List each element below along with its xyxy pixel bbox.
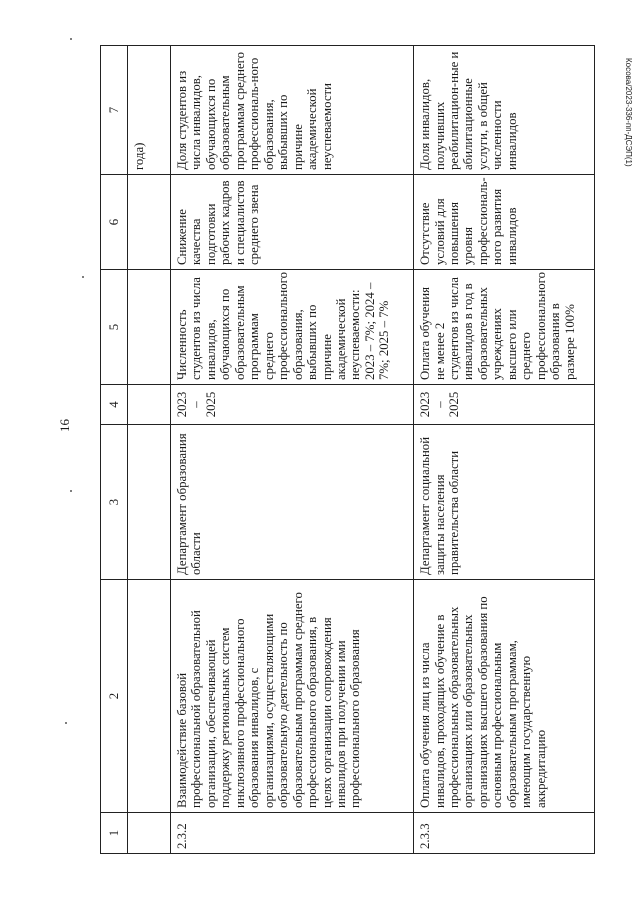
period: 2023 – 2025 (414, 385, 595, 425)
header-col-4: 4 (101, 385, 128, 425)
header-col-7: 7 (101, 46, 128, 175)
header-col-6: 6 (101, 175, 128, 270)
scan-speck (65, 722, 67, 724)
header-col-1: 1 (101, 813, 128, 854)
measure-name: Оплата обучения лиц из числа инвалидов, проходящих обучение в профессиональных образовательных организациях или образовательных организациях высшего образования по основным профессиональным образовательным программам, имеющим государственную аккредитацию (414, 580, 595, 813)
non-implementation-consequences: Снижение качества подготовки рабочих кадров и специалистов среднего звена (171, 175, 414, 270)
page-number: 16 (57, 419, 72, 432)
scan-speck (70, 38, 72, 40)
executor: Департамент социальной защиты населения правительства области (414, 425, 595, 580)
continuation-row (128, 46, 171, 854)
continuation-text: года) (128, 46, 171, 175)
expected-result: Численность студентов из числа инвалидов, обучающихся по образовательным программам среднего профессионального образования, выбывших по причине академической неуспеваемости: 2023 – 7%; 2024 – 7%; 2025 – 7% (171, 270, 414, 385)
header-col-5: 5 (101, 270, 128, 385)
period: 2023 – 2025 (171, 385, 414, 425)
measure-number: 2.3.2 (171, 813, 414, 854)
table-header-row (101, 46, 128, 854)
measure-number: 2.3.3 (414, 813, 595, 854)
document-footer-code: Косова/2023-336-пп-ДСЭП(1) (624, 58, 633, 167)
measure-name: Взаимодействие базовой профессиональной образовательной организации, обеспечивающей поддержку региональных систем инклюзивного профессионального образования инвалидов, с организациями, осуществляющими образовательную деятельность по образовательным программам среднего профессионального образования, в целях организации сопровождения инвалидов при получении ими профессионального образования (171, 580, 414, 813)
table-row (414, 46, 595, 854)
expected-result: Оплата обучения не менее 2 студентов из числа инвалидов в год в образовательных учреждениях высшего или среднего профессионального образования в размере 100% (414, 270, 595, 385)
non-implementation-consequences: Отсутствие условий для повышения уровня профессиональ-ного развития инвалидов (414, 175, 595, 270)
scan-speck (82, 276, 84, 278)
header-col-3: 3 (101, 425, 128, 580)
header-col-2: 2 (101, 580, 128, 813)
executor: Департамент образования области (171, 425, 414, 580)
table-row (171, 46, 414, 854)
scan-speck (70, 490, 72, 492)
related-indicator: Доля студентов из числа инвалидов, обучающихся по образовательным программам среднего профессиональ-ного образования, выбывших по причине академической неуспеваемости (171, 46, 414, 175)
measures-table (100, 46, 595, 854)
related-indicator: Доля инвалидов, получивших реабилитацион-ные и абилитационные услуги, в общей численности инвалидов (414, 46, 595, 175)
